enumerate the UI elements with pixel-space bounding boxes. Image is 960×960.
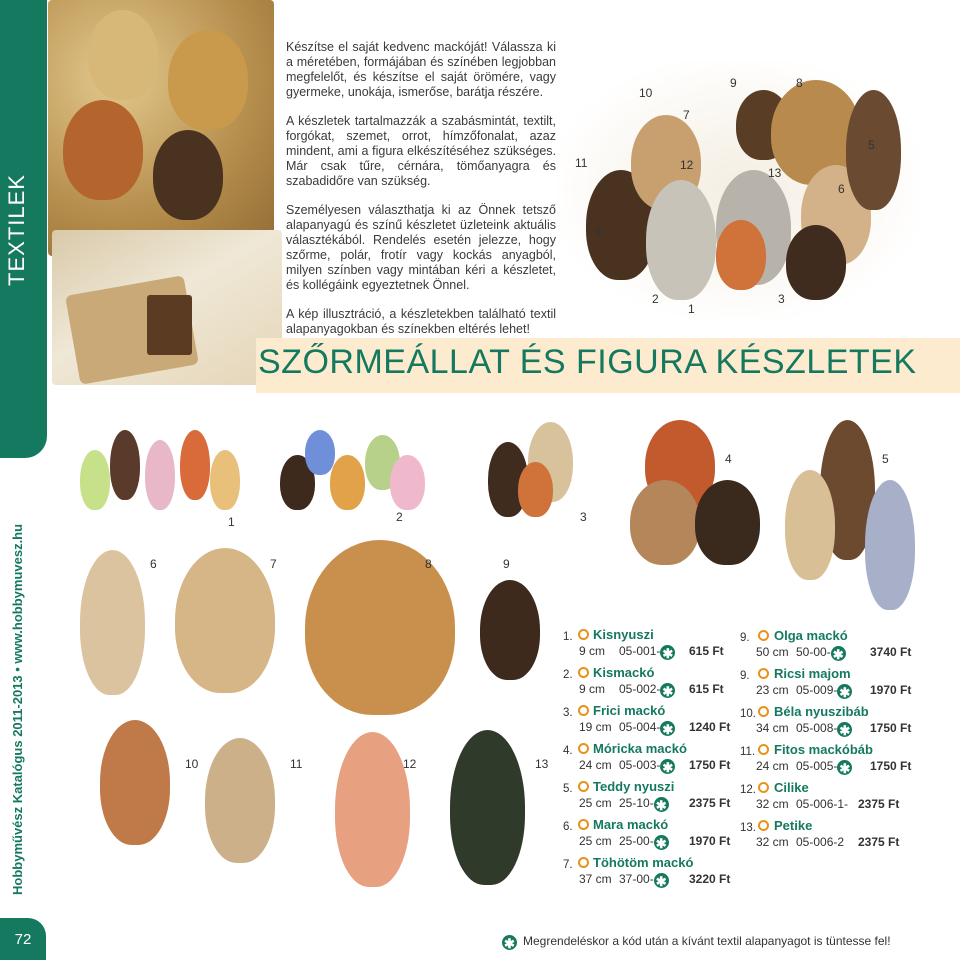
page-number: 72 [0,918,46,960]
order-circle-icon[interactable] [578,743,589,754]
photo-number: 3 [580,510,587,524]
group-number: 5 [868,138,875,152]
group-number: 8 [796,76,803,90]
star-icon: ✱ [660,759,675,774]
product-photo-6 [75,550,150,695]
list-item: 9. Ricsi majom 23 cm 05-009- ✱ 1970 Ft [740,666,912,700]
list-item: 7. Töhötöm mackó 37 cm 37-00- ✱ 3220 Ft [563,855,731,889]
group-number: 7 [683,108,690,122]
order-circle-icon[interactable] [578,819,589,830]
star-icon: ✱ [502,935,517,950]
intro-paragraph: A kép illusztráció, a készletekben található textil alapanyagokban és színekben eltérés lehet! [286,307,556,336]
group-number: 12 [680,158,694,172]
order-circle-icon[interactable] [758,630,769,641]
order-circle-icon[interactable] [578,667,589,678]
photo-number: 10 [185,757,199,771]
product-photo-3 [488,422,588,522]
list-item: 13. Petike 32 cm 05-006-2 2375 Ft [740,818,900,849]
intro-paragraph: A készletek tartalmazzák a szabásmintát, textilt, forgókat, szemet, orrot, hímzőfonalat, azaz mindent, ami a figura elkészítéséhez szükséges. Már csak tűre, cérnára, tömőanyagra és szabadidőre van szükség. [286,114,556,188]
toy-group-photo [556,60,920,318]
star-icon: ✱ [660,683,675,698]
order-circle-icon[interactable] [758,782,769,793]
star-icon: ✱ [654,797,669,812]
product-photo-13 [440,730,535,890]
photo-number: 11 [290,757,303,771]
product-photo-1 [70,420,245,520]
order-circle-icon[interactable] [758,668,769,679]
photo-number: 7 [270,557,277,571]
price-list-right [740,628,920,856]
group-number: 1 [688,302,695,316]
list-item: 4. Móricka mackó 24 cm 05-003- ✱ 1750 Ft [563,741,731,775]
intro-text [286,40,556,351]
price-list-left [563,627,733,893]
star-icon: ✱ [831,646,846,661]
list-item: 5. Teddy nyuszi 25 cm 25-10- ✱ 2375 Ft [563,779,731,813]
group-number: 10 [639,86,653,100]
order-circle-icon[interactable] [758,706,769,717]
group-number: 4 [595,224,602,238]
teddy-bears-photo [48,0,274,256]
order-circle-icon[interactable] [758,820,769,831]
star-icon: ✱ [660,645,675,660]
photo-number: 8 [425,557,432,571]
product-photo-7 [165,548,285,693]
product-photo-2 [275,425,430,515]
photo-number: 9 [503,557,510,571]
footer-note: ✱ Megrendeléskor a kód után a kívánt textil alapanyagot is tüntesse fel! [502,934,891,950]
intro-paragraph: Készítse el saját kedvenc mackóját! Válassza ki a méretében, formájában és színében legjobban megfelelőt, és készítse el saját örömére, vagy gyermeke, unokája, ismerőse, barátja részére. [286,40,556,99]
group-number: 3 [778,292,785,306]
order-circle-icon[interactable] [578,629,589,640]
product-photo-12 [325,732,420,892]
group-number: 11 [575,156,588,170]
group-number: 9 [730,76,737,90]
product-photo-4 [625,420,765,570]
order-circle-icon[interactable] [578,781,589,792]
group-number: 2 [652,292,659,306]
intro-paragraph: Személyesen választhatja ki az Önnek tetsző alapanyagú és színű készletet üzleteink aktuális választékából. Rendelés esetén jelezze, hogy szőrme, polár, frotír vagy kockás anyagból, milyen színben vagy mintában kéri a készletet, és kollégáink egyeztetnek Önnel. [286,203,556,292]
order-circle-icon[interactable] [578,705,589,716]
star-icon: ✱ [837,760,852,775]
product-photo-9 [470,570,555,690]
section-title: SZŐRMEÁLLAT ÉS FIGURA KÉSZLETEK [258,343,917,381]
star-icon: ✱ [660,721,675,736]
group-number: 6 [838,182,845,196]
list-item: 11. Fitos mackóbáb 24 cm 05-005- ✱ 1750 Ft [740,742,912,776]
sewing-patterns-photo [52,230,282,385]
list-item: 10. Béla nyuszibáb 34 cm 05-008- ✱ 1750 Ft [740,704,912,738]
photo-number: 12 [403,757,417,771]
list-item: 3. Frici mackó 19 cm 05-004- ✱ 1240 Ft [563,703,731,737]
photo-number: 4 [725,452,732,466]
order-circle-icon[interactable] [578,857,589,868]
photo-number: 5 [882,452,889,466]
star-icon: ✱ [837,722,852,737]
photo-number: 6 [150,557,157,571]
photo-number: 1 [228,515,235,529]
photo-number: 13 [535,757,549,771]
photo-number: 2 [396,510,403,524]
star-icon: ✱ [654,873,669,888]
group-number: 13 [768,166,782,180]
product-photo-10 [90,720,180,850]
list-item: 2. Kismackó 9 cm 05-002- ✱ 615 Ft [563,665,724,699]
star-icon: ✱ [654,835,669,850]
product-photo-11 [195,738,285,868]
list-item: 12. Cilike 32 cm 05-006-1- 2375 Ft [740,780,900,811]
list-item: 9. Olga mackó 50 cm 50-00- ✱ 3740 Ft [740,628,912,662]
product-photo-5 [785,410,920,615]
product-photo-8 [295,540,465,715]
list-item: 1. Kisnyuszi 9 cm 05-001- ✱ 615 Ft [563,627,724,661]
star-icon: ✱ [837,684,852,699]
list-item: 6. Mara mackó 25 cm 25-00- ✱ 1970 Ft [563,817,731,851]
order-circle-icon[interactable] [758,744,769,755]
